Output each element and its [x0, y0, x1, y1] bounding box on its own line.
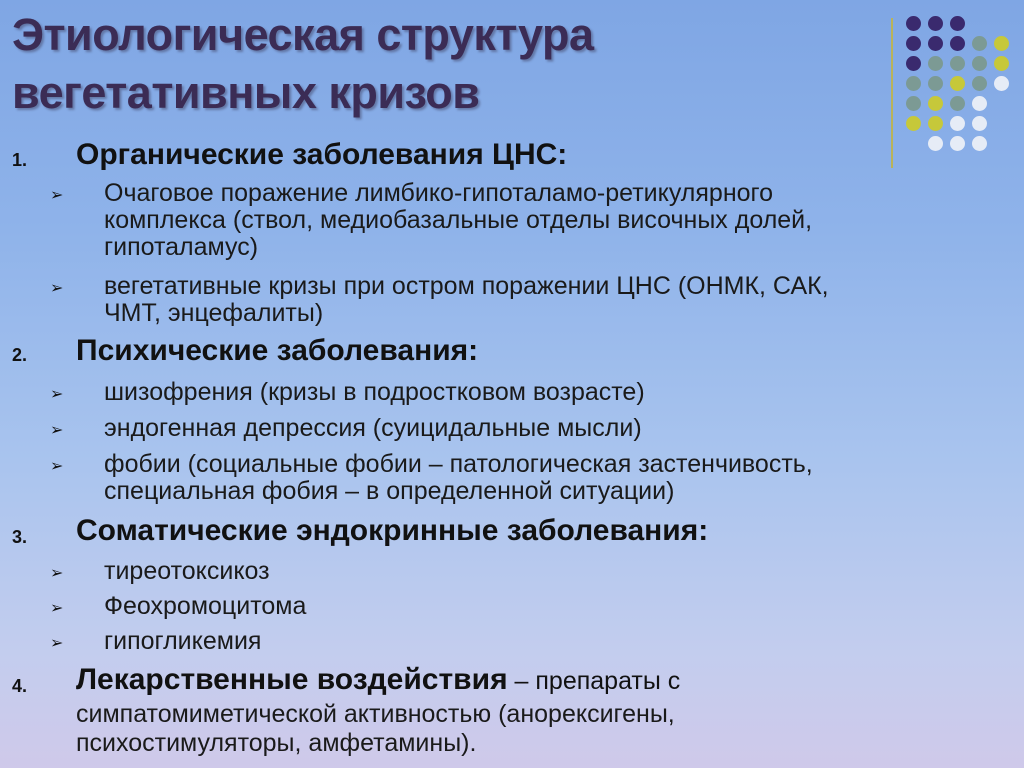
- bullet-line: гипогликемия: [104, 627, 262, 655]
- section-4-continuation: [76, 700, 675, 758]
- section-2-bullet-2: [104, 415, 642, 442]
- bullet-arrow-icon: ➢: [50, 565, 64, 582]
- continuation-line: психостимуляторы, амфетамины).: [76, 729, 477, 757]
- bullet-line: эндогенная депрессия (суицидальные мысли): [104, 414, 642, 442]
- section-4-number: 4.: [12, 676, 28, 696]
- bullet-line: фобии (социальные фобии – патологическая застенчивость,: [104, 450, 813, 478]
- bullet-arrow-icon: ➢: [50, 422, 64, 439]
- section-2-number: 2.: [12, 345, 28, 365]
- bullet-arrow-icon: ➢: [50, 635, 64, 652]
- bullet-line: ЧМТ, энцефалиты): [104, 299, 324, 327]
- bullet-arrow-icon: ➢: [50, 458, 64, 475]
- bullet-line: Очаговое поражение лимбико-гипоталамо-ретикулярного: [104, 179, 774, 207]
- section-3-bullet-2: [104, 593, 306, 620]
- bullet-arrow-icon: ➢: [50, 386, 64, 403]
- bullet-line: гипоталамус): [104, 233, 259, 261]
- section-4-heading: Лекарственные воздействия: [76, 663, 508, 696]
- section-1-bullet-2: [104, 273, 829, 327]
- section-3-number: 3.: [12, 527, 28, 547]
- bullet-line: вегетативные кризы при остром поражении ЦНС (ОНМК, САК,: [104, 272, 829, 300]
- section-1-bullet-1: [104, 180, 812, 261]
- title-line-1: Этиологическая структура: [12, 9, 594, 60]
- bullet-line: шизофрения (кризы в подростковом возрасте): [104, 378, 645, 406]
- bullet-line: Феохромоцитома: [104, 592, 307, 620]
- section-4-heading-rest: – препараты с: [507, 667, 681, 695]
- bullet-line: специальная фобия – в определенной ситуации): [104, 477, 675, 505]
- bullet-line: тиреотоксикоз: [104, 557, 270, 585]
- section-2-bullet-3: [104, 451, 813, 505]
- bullet-arrow-icon: ➢: [50, 280, 64, 297]
- title-line-2: вегетативных кризов: [12, 67, 480, 118]
- bullet-arrow-icon: ➢: [50, 600, 64, 617]
- section-3-heading: Соматические эндокринные заболевания:: [76, 514, 709, 547]
- continuation-line: симпатомиметической активностью (анорексигены,: [76, 700, 675, 728]
- section-1-number: 1.: [12, 150, 28, 170]
- section-3-bullet-3: [104, 628, 261, 655]
- section-1-heading: Органические заболевания ЦНС:: [76, 138, 568, 171]
- section-3-bullet-1: [104, 558, 270, 585]
- section-2-bullet-1: [104, 379, 645, 406]
- bullet-arrow-icon: ➢: [50, 187, 64, 204]
- section-2-heading: Психические заболевания:: [76, 334, 479, 367]
- section-4-heading-line: [76, 663, 680, 697]
- bullet-line: комплекса (ствол, медиобазальные отделы височных долей,: [104, 206, 813, 234]
